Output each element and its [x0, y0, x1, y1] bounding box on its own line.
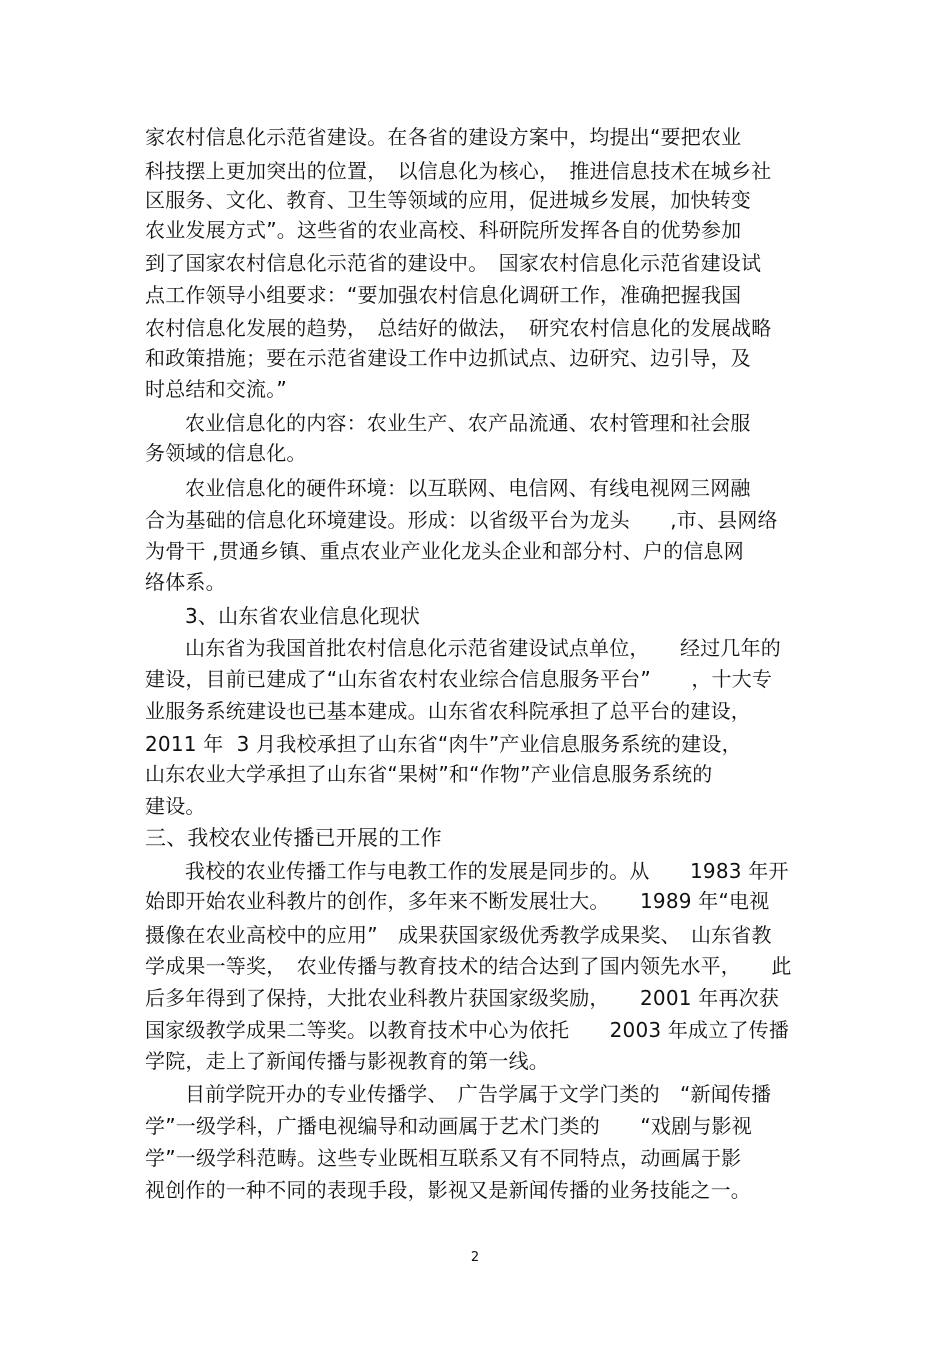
text-line: 我校的农业传播工作与电教工作的发展是同步的。从 1983 年开 — [185, 859, 789, 883]
text-line: 后多年得到了保持，大批农业科教片获国家级奖励， 2001 年再次获 — [145, 986, 780, 1010]
text-line: 点工作领导小组要求：“要加强农村信息化调研工作，准确把握我国 — [145, 283, 742, 307]
text-line: 合为基础的信息化环境建设。形成：以省级平台为龙头 ,市、县网络 — [145, 508, 778, 532]
text-line: 农村信息化发展的趋势， 总结好的做法， 研究农村信息化的发展战略 — [145, 316, 772, 340]
text-line: 农业信息化的内容：农业生产、农产品流通、农村管理和社会服 — [185, 411, 751, 435]
text-line: 建设。 — [145, 794, 206, 818]
text-line: 学成果一等奖， 农业传播与教育技术的结合达到了国内领先水平， 此 — [145, 954, 792, 978]
text-line: 家农村信息化示范省建设。在各省的建设方案中，均提出“要把农业 — [145, 125, 742, 149]
text-line: 业服务系统建设也已基本建成。山东省农科院承担了总平台的建设， — [145, 699, 751, 723]
text-line: 农业信息化的硬件环境：以互联网、电信网、有线电视网三网融 — [185, 476, 751, 500]
text-line: 务领域的信息化。 — [145, 441, 307, 465]
text-line: 学院，走上了新闻传播与影视教育的第一线。 — [145, 1049, 549, 1073]
text-line: 络体系。 — [145, 570, 226, 594]
section-heading: 3、山东省农业信息化现状 — [185, 604, 421, 628]
page-number: 2 — [470, 1250, 480, 1265]
text-line: 学”一级学科，广播电视编导和动画属于艺术门类的 “戏剧与影视 — [145, 1114, 752, 1138]
text-line: 视创作的一种不同的表现手段，影视又是新闻传播的业务技能之一。 — [145, 1178, 751, 1202]
text-line: 山东农业大学承担了山东省“果树”和“作物”产业信息服务系统的 — [145, 762, 713, 786]
text-line: 到了国家农村信息化示范省的建设中。 国家农村信息化示范省建设试 — [145, 251, 762, 275]
text-line: 时总结和交流。” — [145, 377, 287, 401]
text-line: 摄像在农业高校中的应用” 成果获国家级优秀教学成果奖、 山东省教 — [145, 923, 772, 947]
text-line: 始即开始农业科教片的创作，多年来不断发展壮大。 1989 年“电视 — [145, 889, 770, 913]
text-line: 为骨干 ,贯通乡镇、重点农业产业化龙头企业和部分村、户的信息网 — [145, 539, 744, 563]
text-line: 目前学院开办的专业传播学、 广告学属于文学门类的 “新闻传播 — [185, 1082, 772, 1106]
text-line: 国家级教学成果二等奖。以教育技术中心为依托 2003 年成立了传播 — [145, 1018, 790, 1042]
text-line: 科技摆上更加突出的位置， 以信息化为核心， 推进信息技术在城乡社 — [145, 159, 772, 183]
text-line: 2011 年 3 月我校承担了山东省“肉牛”产业信息服务系统的建设， — [145, 732, 742, 756]
section-heading: 三、我校农业传播已开展的工作 — [145, 826, 442, 850]
text-line: 和政策措施；要在示范省建设工作中边抓试点、边研究、边引导，及 — [145, 346, 751, 370]
text-line: 学”一级学科范畴。这些专业既相互联系又有不同特点，动画属于影 — [145, 1146, 742, 1170]
text-line: 建设，目前已建成了“山东省农村农业综合信息服务平台” ，十大专 — [145, 667, 773, 691]
text-line: 农业发展方式”。这些省的农业高校、科研院所发挥各自的优势参加 — [145, 218, 742, 242]
text-line: 区服务、文化、教育、卫生等领域的应用，促进城乡发展，加快转变 — [145, 188, 751, 212]
text-line: 山东省为我国首批农村信息化示范省建设试点单位， 经过几年的 — [185, 636, 781, 660]
